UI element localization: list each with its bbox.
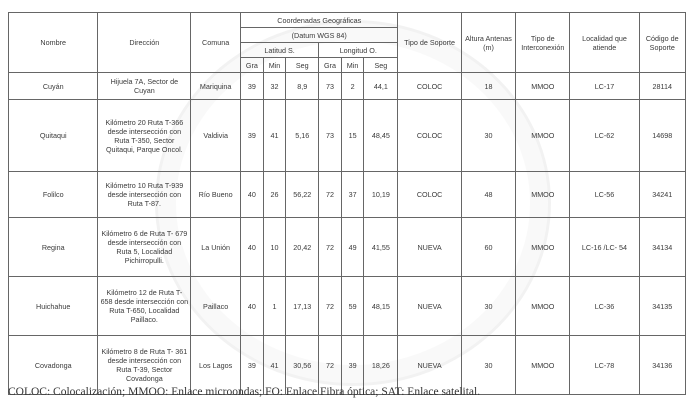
cell-lat-gra: 40 xyxy=(241,277,264,336)
cell-localidad: LC-36 xyxy=(570,277,639,336)
cell-lat-min: 26 xyxy=(263,172,286,218)
header-localidad: Localidad que atiende xyxy=(570,13,639,73)
cell-tipo-soporte: NUEVA xyxy=(398,336,461,395)
cell-lat-gra: 39 xyxy=(241,73,264,100)
cell-lat-seg: 56,22 xyxy=(286,172,319,218)
cell-lat-min: 1 xyxy=(263,277,286,336)
header-altura: Altura Antenas (m) xyxy=(461,13,515,73)
table-row xyxy=(9,277,686,336)
cell-lon-min: 39 xyxy=(341,336,364,395)
cell-localidad: LC-62 xyxy=(570,100,639,172)
cell-nombre: Huichahue xyxy=(9,277,98,336)
cell-lon-min: 59 xyxy=(341,277,364,336)
table-row xyxy=(9,218,686,277)
cell-lat-seg: 30,56 xyxy=(286,336,319,395)
cell-tipo-soporte: NUEVA xyxy=(398,277,461,336)
cell-lon-gra: 72 xyxy=(319,277,342,336)
cell-codigo: 34241 xyxy=(639,172,686,218)
cell-lon-seg: 44,1 xyxy=(364,73,398,100)
cell-lon-seg: 10,19 xyxy=(364,172,398,218)
cell-altura: 30 xyxy=(461,277,515,336)
cell-lon-min: 49 xyxy=(341,218,364,277)
cell-lat-gra: 40 xyxy=(241,172,264,218)
cell-lat-seg: 17,13 xyxy=(286,277,319,336)
cell-altura: 18 xyxy=(461,73,515,100)
header-lat-seg: Seg xyxy=(286,58,319,73)
cell-tipo-soporte: COLOC xyxy=(398,172,461,218)
cell-direccion: Kilómetro 6 de Ruta T- 679 desde intersección con Ruta 5, Localidad Pichirropulli. xyxy=(98,218,191,277)
cell-comuna: Río Bueno xyxy=(191,172,241,218)
header-direccion: Dirección xyxy=(98,13,191,73)
cell-lat-gra: 40 xyxy=(241,218,264,277)
cell-tipo-interconexion: MMOO xyxy=(516,73,570,100)
header-tipo-interconexion: Tipo de Interconexión xyxy=(516,13,570,73)
cell-lon-gra: 72 xyxy=(319,218,342,277)
cell-lon-seg: 18,26 xyxy=(364,336,398,395)
cell-codigo: 14698 xyxy=(639,100,686,172)
cell-lon-gra: 72 xyxy=(319,336,342,395)
cell-comuna: Mariquina xyxy=(191,73,241,100)
table-row xyxy=(9,172,686,218)
cell-nombre: Covadonga xyxy=(9,336,98,395)
cell-codigo: 28114 xyxy=(639,73,686,100)
cell-lat-min: 32 xyxy=(263,73,286,100)
header-lat-min: Min xyxy=(263,58,286,73)
cell-lat-seg: 20,42 xyxy=(286,218,319,277)
header-lon-gra: Gra xyxy=(319,58,342,73)
cell-comuna: La Unión xyxy=(191,218,241,277)
cell-tipo-soporte: COLOC xyxy=(398,73,461,100)
cell-lat-min: 41 xyxy=(263,336,286,395)
cell-lat-seg: 5,16 xyxy=(286,100,319,172)
cell-nombre: Cuyán xyxy=(9,73,98,100)
cell-direccion: Kilómetro 8 de Ruta T- 361 desde intersección con Ruta T-39, Sector Covadonga xyxy=(98,336,191,395)
cell-lon-seg: 41,55 xyxy=(364,218,398,277)
header-tipo-soporte: Tipo de Soporte xyxy=(398,13,461,73)
cell-tipo-soporte: NUEVA xyxy=(398,218,461,277)
cell-nombre: Regina xyxy=(9,218,98,277)
header-coordenadas: Coordenadas Geográficas xyxy=(241,13,398,28)
table-row xyxy=(9,73,686,100)
header-lon-min: Min xyxy=(341,58,364,73)
header-lon-seg: Seg xyxy=(364,58,398,73)
cell-tipo-interconexion: MMOO xyxy=(516,277,570,336)
cell-direccion: Hijuela 7A, Sector de Cuyan xyxy=(98,73,191,100)
cell-lon-gra: 72 xyxy=(319,172,342,218)
cell-direccion: Kilómetro 20 Ruta T-366 desde intersección con Ruta T-350, Sector Quitaqui, Parque Oncol. xyxy=(98,100,191,172)
header-nombre: Nombre xyxy=(9,13,98,73)
header-longitud: Longitud O. xyxy=(319,43,398,58)
cell-localidad: LC-56 xyxy=(570,172,639,218)
cell-nombre: Folilco xyxy=(9,172,98,218)
cell-nombre: Quitaqui xyxy=(9,100,98,172)
header-codigo: Código de Soporte xyxy=(639,13,686,73)
cell-altura: 30 xyxy=(461,336,515,395)
cell-lon-seg: 48,15 xyxy=(364,277,398,336)
cell-tipo-interconexion: MMOO xyxy=(516,218,570,277)
cell-lon-gra: 73 xyxy=(319,100,342,172)
cell-lon-gra: 73 xyxy=(319,73,342,100)
cell-localidad: LC-78 xyxy=(570,336,639,395)
cell-lat-min: 10 xyxy=(263,218,286,277)
cell-codigo: 34136 xyxy=(639,336,686,395)
cell-altura: 48 xyxy=(461,172,515,218)
cell-direccion: Kilómetro 10 Ruta T-939 desde intersección con Ruta T-87. xyxy=(98,172,191,218)
header-latitud: Latitud S. xyxy=(241,43,319,58)
cell-comuna: Valdivia xyxy=(191,100,241,172)
cell-localidad: LC-17 xyxy=(570,73,639,100)
cell-codigo: 34134 xyxy=(639,218,686,277)
cell-tipo-interconexion: MMOO xyxy=(516,100,570,172)
cell-lon-min: 37 xyxy=(341,172,364,218)
cell-direccion: Kilómetro 12 de Ruta T- 658 desde intersección con Ruta T-650, Localidad Paillaco. xyxy=(98,277,191,336)
cell-lat-min: 41 xyxy=(263,100,286,172)
sites-table xyxy=(8,12,686,395)
cell-localidad: LC-16 /LC- 54 xyxy=(570,218,639,277)
cell-comuna: Paillaco xyxy=(191,277,241,336)
cell-lon-min: 2 xyxy=(341,73,364,100)
cell-altura: 60 xyxy=(461,218,515,277)
header-datum: (Datum WGS 84) xyxy=(241,28,398,43)
header-lat-gra: Gra xyxy=(241,58,264,73)
cell-lat-seg: 8,9 xyxy=(286,73,319,100)
cell-comuna: Los Lagos xyxy=(191,336,241,395)
cell-lat-gra: 39 xyxy=(241,100,264,172)
header-comuna: Comuna xyxy=(191,13,241,73)
table-row xyxy=(9,100,686,172)
cell-lat-gra: 39 xyxy=(241,336,264,395)
cell-lon-min: 15 xyxy=(341,100,364,172)
cell-altura: 30 xyxy=(461,100,515,172)
cell-codigo: 34135 xyxy=(639,277,686,336)
cell-tipo-interconexion: MMOO xyxy=(516,336,570,395)
cell-tipo-interconexion: MMOO xyxy=(516,172,570,218)
cell-tipo-soporte: COLOC xyxy=(398,100,461,172)
footnote-legend: COLOC: Colocalización; MMOO: Enlace microondas; FO: Enlace Fibra óptica; SAT: Enlace satelital. xyxy=(8,386,481,398)
cell-lon-seg: 48,45 xyxy=(364,100,398,172)
